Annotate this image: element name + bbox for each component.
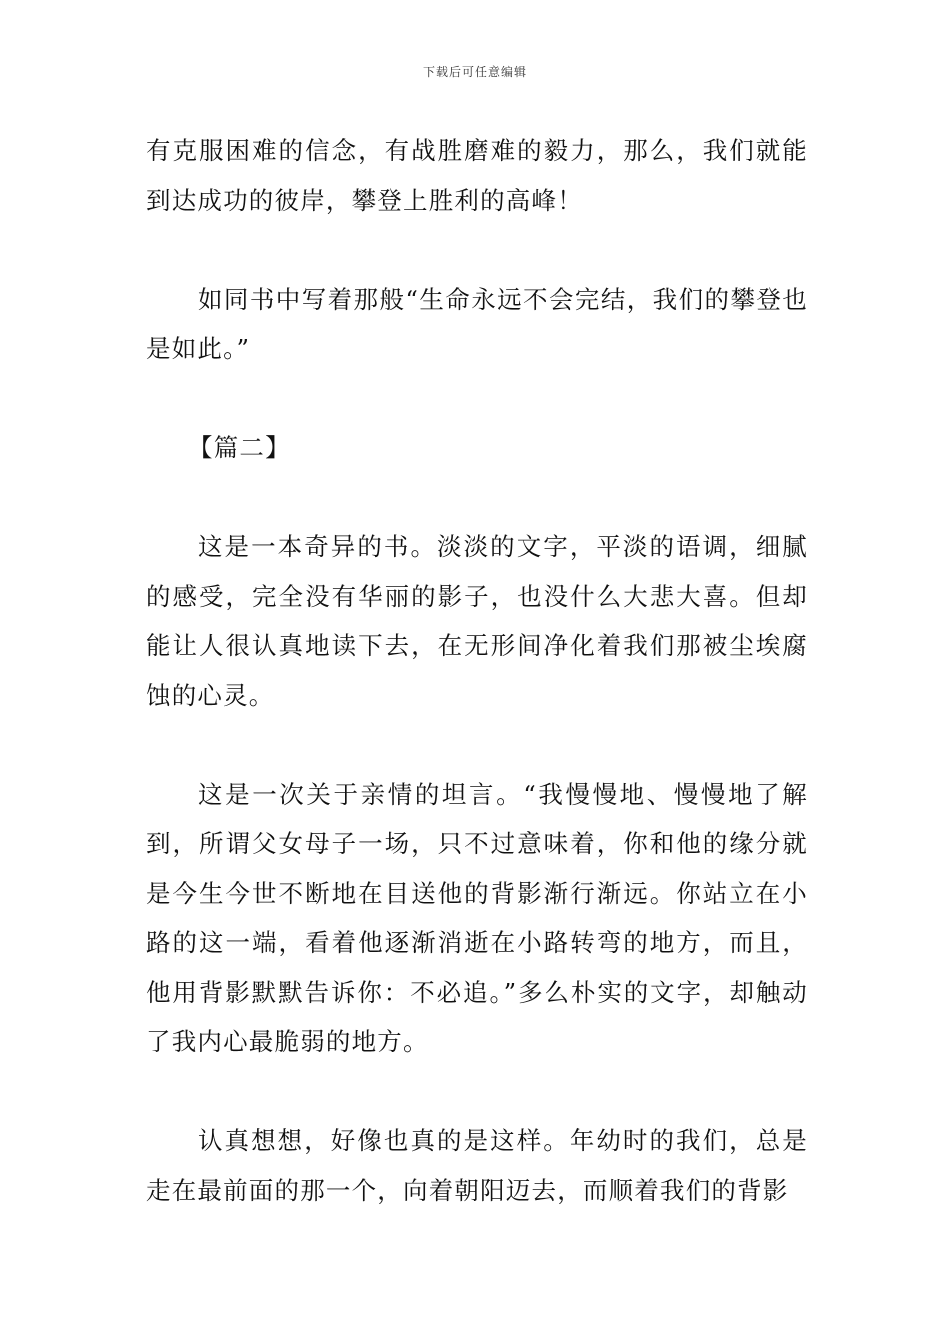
- paragraph-family-quote: 这是一次关于亲情的坦言。“我慢慢地、慢慢地了解到，所谓父女母子一场，只不过意味着，你和他的缘分就是今生今世不断地在目送他的背影渐行渐远。你站立在小路的这一端，看着他逐渐消逝在小路转弯的地方，而且，他用背影默默告诉你：不必追。”多么朴实的文字，却触动了我内心最脆弱的地方。: [146, 779, 808, 1056]
- paragraph-quote: 如同书中写着那般“生命永远不会完结，我们的攀登也是如此。”: [146, 284, 808, 363]
- paragraph-reflection: 认真想想，好像也真的是这样。年幼时的我们，总是走在最前面的那一个，向着朝阳迈去，而顺着我们的背影: [146, 1126, 808, 1205]
- paragraph-book-intro: 这是一本奇异的书。淡淡的文字，平淡的语调，细腻的感受，完全没有华丽的影子，也没什么大悲大喜。但却能让人很认真地读下去，在无形间净化着我们那被尘埃腐蚀的心灵。: [146, 532, 808, 710]
- page-header: 下载后可任意编辑: [422, 65, 527, 79]
- paragraph-conclusion: 有克服困难的信念，有战胜磨难的毅力，那么，我们就能到达成功的彼岸，攀登上胜利的高峰！: [146, 136, 808, 215]
- section-heading: 【篇二】: [188, 433, 291, 462]
- document-body: [146, 126, 808, 1265]
